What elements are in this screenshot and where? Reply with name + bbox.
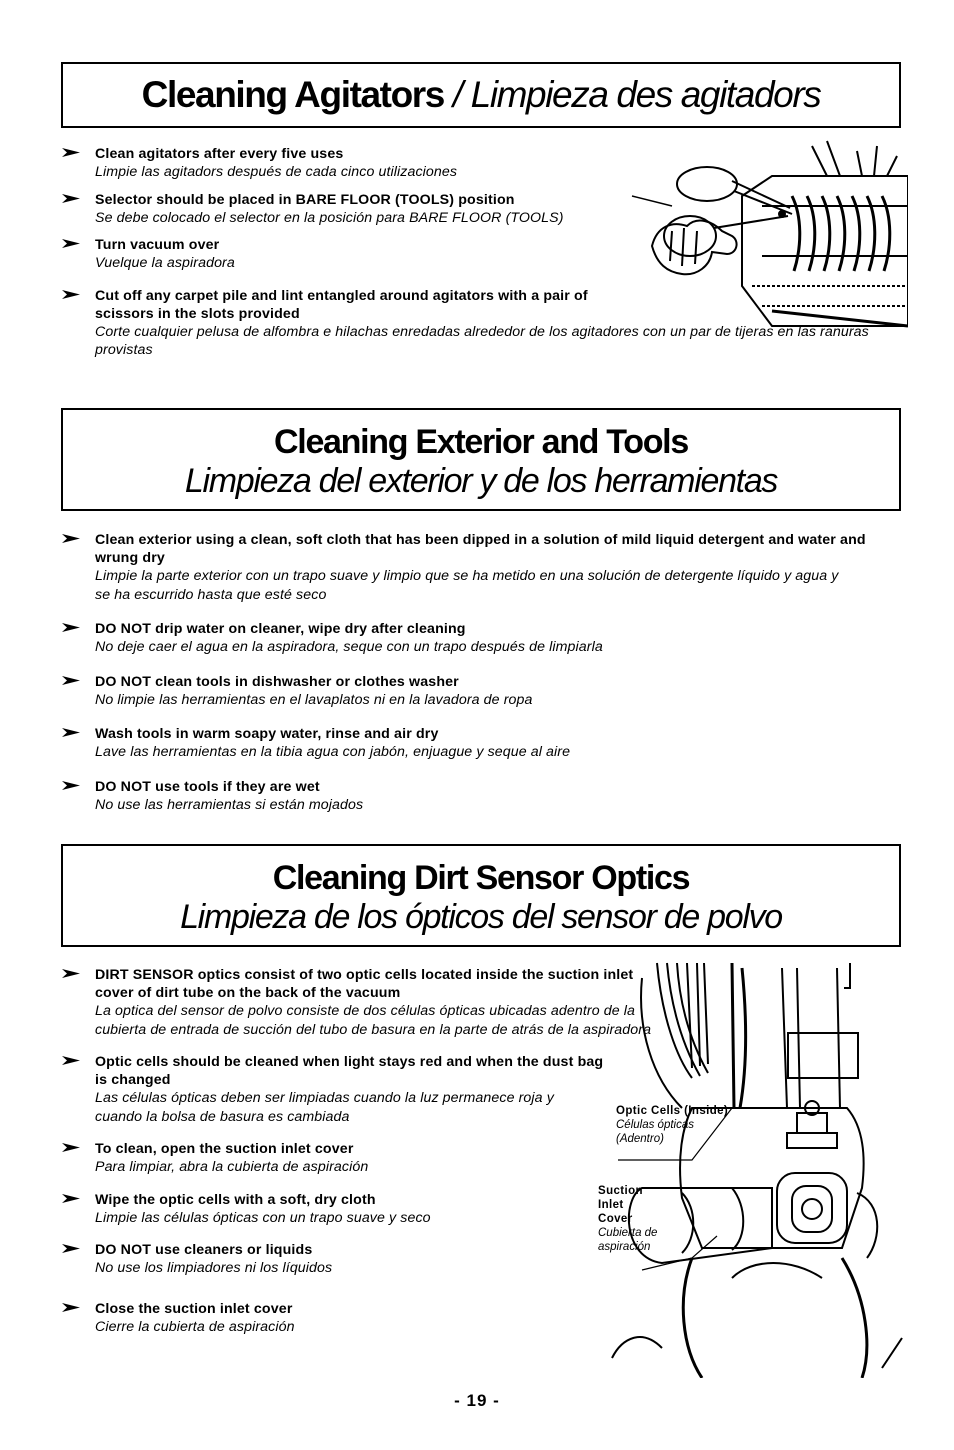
step-en: Wash tools in warm soapy water, rinse and air dry: [95, 726, 439, 742]
step-es: Limpie las agitadors después de cada cinco utilizaciones: [95, 164, 458, 180]
step-en: Cut off any carpet pile and lint entangled around agitators with a pair of scissors in the slots provided: [95, 287, 588, 322]
step-es: Corte cualquier pelusa de alfombra e hilachas enredadas alrededor de los agitadores con un par de tijeras en las ranuras provistas: [95, 323, 869, 358]
optic-cells-label: Optic Cells (Inside) Células ópticas (Adentro): [616, 1105, 729, 1145]
arrow-bullet-icon: [62, 623, 80, 632]
step-es: Se debe colocado el selector en la posición para BARE FLOOR (TOOLS): [95, 209, 564, 226]
step-en: DO NOT use cleaners or liquids: [95, 1242, 313, 1258]
suction-inlet-cover-label: Suction Inlet Cover Cubierta de aspiración: [598, 1185, 658, 1253]
step-es: Limpie las células ópticas con un trapo suave y seco: [95, 1209, 431, 1226]
step-es: Vuelque la aspiradora: [95, 255, 235, 271]
arrow-bullet-icon: [62, 728, 80, 737]
list-item: [62, 1140, 662, 1177]
list-item: [62, 1191, 662, 1228]
dirt-sensor-steps: [62, 966, 662, 1336]
list-item: [62, 620, 882, 657]
section-title-es: Limpieza des agitadors: [470, 74, 821, 115]
section-title-es: Limpieza de los ópticos del sensor de polvo: [180, 898, 782, 936]
arrow-bullet-icon: [62, 781, 80, 790]
step-en: Wipe the optic cells with a soft, dry cloth: [95, 1191, 376, 1208]
step-es: Limpie la parte exterior con un trapo suave y limpio que se ha metido en una solución de detergente líquido y agua y se ha escurrido hasta que esté seco: [95, 568, 839, 603]
section-title-en: Cleaning Exterior and Tools: [274, 423, 688, 461]
section-header-exterior: [61, 408, 901, 511]
step-es: No use las herramientas si están mojados: [95, 796, 364, 813]
step-en: Close the suction inlet cover: [95, 1300, 293, 1317]
list-item: [62, 531, 882, 604]
arrow-bullet-icon: [62, 239, 80, 248]
vacuum-suction-inlet-illustration: [582, 958, 914, 1378]
list-item: [62, 725, 882, 762]
arrow-bullet-icon: [62, 194, 80, 203]
arrow-bullet-icon: [62, 1303, 80, 1312]
step-en: Clean agitators after every five uses: [95, 146, 344, 162]
section-title-en: Cleaning Agitators: [141, 74, 444, 115]
arrow-bullet-icon: [62, 969, 80, 978]
exterior-steps: [62, 531, 882, 814]
list-item: [62, 1300, 662, 1337]
arrow-bullet-icon: [62, 534, 80, 543]
scissors-agitator-illustration: [612, 136, 908, 336]
step-es: Lave las herramientas en la tibia agua con jabón, enjuague y seque al aire: [95, 744, 571, 760]
step-es: No use los limpiadores ni los líquidos: [95, 1260, 333, 1276]
step-en: Turn vacuum over: [95, 237, 220, 253]
step-es: Cierre la cubierta de aspiración: [95, 1318, 295, 1335]
step-en: DO NOT drip water on cleaner, wipe dry after cleaning: [95, 621, 466, 637]
list-item: [62, 1053, 662, 1126]
step-en: DO NOT clean tools in dishwasher or clothes washer: [95, 673, 459, 690]
step-en: Selector should be placed in BARE FLOOR (TOOLS) position: [95, 191, 515, 208]
section-title-en: Cleaning Dirt Sensor Optics: [272, 859, 690, 897]
step-en: To clean, open the suction inlet cover: [95, 1141, 354, 1157]
step-en: Clean exterior using a clean, soft cloth that has been dipped in a solution of mild liquid detergent and water and wrung dry: [95, 532, 866, 566]
arrow-bullet-icon: [62, 676, 80, 685]
step-es: No limpie las herramientas en el lavaplatos ni en la lavadora de ropa: [95, 691, 533, 708]
page-number: - 19 -: [454, 1391, 500, 1410]
step-es: La optica del sensor de polvo consiste de dos células ópticas ubicadas adentro de la cubierta de entrada de succión del tubo de basura en la parte de atrás de la aspiradora: [95, 1003, 652, 1038]
arrow-bullet-icon: [62, 148, 80, 157]
arrow-bullet-icon: [62, 1194, 80, 1203]
list-item: [62, 966, 662, 1039]
arrow-bullet-icon: [62, 1244, 80, 1253]
section-header-dirt-sensor: [61, 844, 901, 947]
arrow-bullet-icon: [62, 1143, 80, 1152]
step-es: Las células ópticas deben ser limpiadas cuando la luz permanece roja y cuando la bolsa de basura es cambiada: [95, 1090, 554, 1125]
step-en: Optic cells should be cleaned when light stays red and when the dust bag is changed: [95, 1054, 604, 1088]
section-header-agitators: [61, 62, 901, 128]
list-item: [62, 1241, 662, 1278]
section-title-es: Limpieza del exterior y de los herramientas: [184, 462, 778, 500]
list-item: [62, 778, 882, 815]
step-es: No deje caer el agua en la aspiradora, seque con un trapo después de limpiarla: [95, 639, 603, 655]
arrow-bullet-icon: [62, 290, 80, 299]
step-en: DO NOT use tools if they are wet: [95, 778, 320, 795]
list-item: [62, 673, 882, 710]
step-en: DIRT SENSOR optics consist of two optic cells located inside the suction inlet cover of dirt tube on the back of the vacuum: [95, 967, 634, 1001]
title-separator: /: [444, 74, 471, 115]
arrow-bullet-icon: [62, 1056, 80, 1065]
step-es: Para limpiar, abra la cubierta de aspiración: [95, 1159, 369, 1175]
